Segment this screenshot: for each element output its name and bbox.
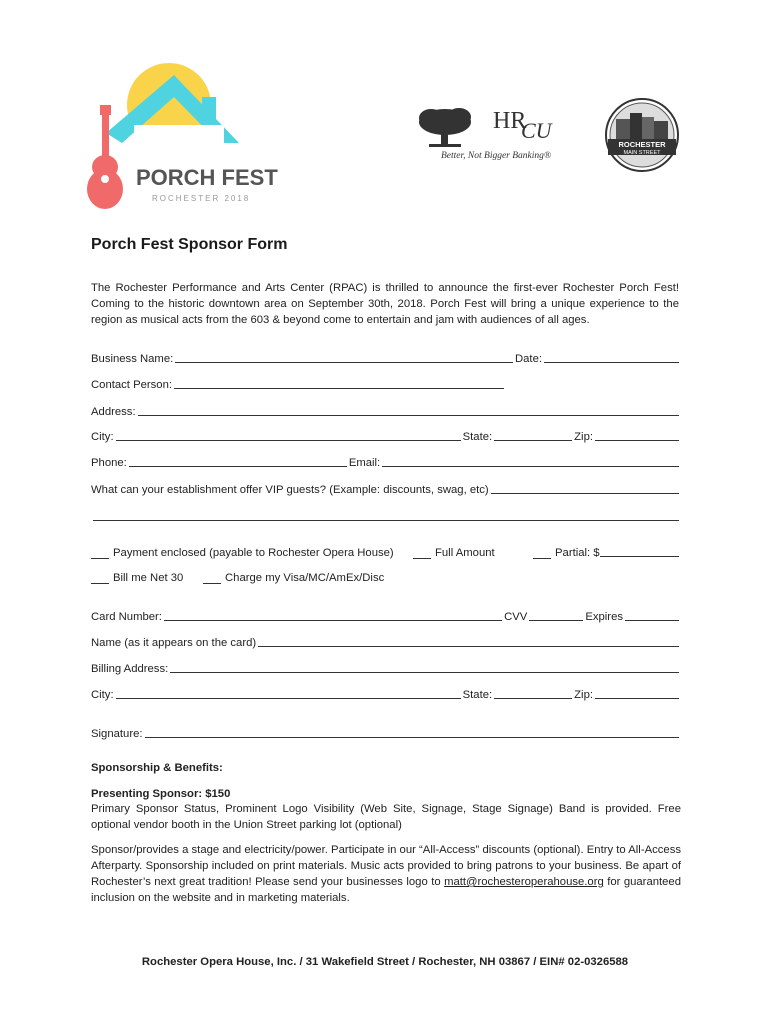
hrcu-letters-a: HR xyxy=(493,108,527,134)
full-amount-checkbox[interactable] xyxy=(413,548,431,559)
address-label: Address: xyxy=(91,406,136,418)
billing-address-label: Billing Address: xyxy=(91,663,169,675)
vip-question-label: What can your establishment offer VIP guests? (Example: discounts, swag, etc) xyxy=(91,484,489,496)
payment-enclosed-option[interactable] xyxy=(91,547,413,559)
intro-paragraph: The Rochester Performance and Arts Center (RPAC) is thrilled to announce the first-ever Rochester Porch Fest! Coming to the historic downtown area on September 30th, 2018. Porch Fest will bring a unique experience to the region as musical acts from the 603 & beyond come to entertain and jam with audiences of all ages. xyxy=(91,282,679,326)
presenting-sponsor-text: Primary Sponsor Status, Prominent Logo Visibility (Web Site, Signage, Stage Signage) Band is provided. Free optional vendor booth in the Union Street parking lot (optional) xyxy=(91,803,681,831)
full-amount-option[interactable] xyxy=(413,547,533,559)
row-billing-address xyxy=(91,662,681,675)
billing-state-label: State: xyxy=(462,689,493,701)
charge-card-checkbox[interactable] xyxy=(203,573,221,584)
email-label: Email: xyxy=(348,457,381,469)
row-billing-city xyxy=(91,688,681,701)
full-amount-label: Full Amount xyxy=(435,547,495,559)
card-number-field[interactable] xyxy=(164,610,502,621)
vip-answer-field[interactable] xyxy=(491,483,679,494)
svg-text:PORCH FEST xyxy=(136,165,278,190)
row-name-on-card xyxy=(91,636,681,649)
billing-city-field[interactable] xyxy=(116,688,461,699)
rms-line1: ROCHESTER xyxy=(618,140,666,149)
presenting-sponsor-title: Presenting Sponsor: $150 xyxy=(91,788,231,800)
state-field[interactable] xyxy=(494,430,572,441)
zip-field[interactable] xyxy=(595,430,679,441)
bill-net30-label: Bill me Net 30 xyxy=(113,572,184,584)
row-business xyxy=(91,352,681,365)
svg-text:CU xyxy=(521,118,554,143)
porch-fest-logo xyxy=(84,55,284,215)
state-label: State: xyxy=(462,431,493,443)
billing-city-label: City: xyxy=(91,689,114,701)
name-on-card-field[interactable] xyxy=(258,636,679,647)
charge-card-option[interactable] xyxy=(203,572,384,584)
sponsor-text-end: for guaranteed inclusion on the website and in marketing materials. xyxy=(91,876,681,904)
row-signature xyxy=(91,727,681,740)
partial-option[interactable] xyxy=(533,546,681,559)
phone-label: Phone: xyxy=(91,457,127,469)
hrcu-letters-b: CU xyxy=(521,118,552,143)
row-payment-1 xyxy=(91,546,681,559)
date-label: Date: xyxy=(514,353,542,365)
billing-address-field[interactable] xyxy=(170,662,679,673)
sponsorship-heading: Sponsorship & Benefits: xyxy=(91,762,223,774)
billing-zip-field[interactable] xyxy=(595,688,679,699)
row-city xyxy=(91,430,681,443)
name-on-card-label: Name (as it appears on the card) xyxy=(91,637,257,649)
contact-person-label: Contact Person: xyxy=(91,379,173,391)
porch-fest-name: PORCH FEST xyxy=(136,165,278,190)
expires-label: Expires xyxy=(585,611,623,623)
contact-person-field[interactable] xyxy=(174,378,504,389)
vip-answer-field-2[interactable] xyxy=(93,510,679,521)
form-title: Porch Fest Sponsor Form xyxy=(91,236,288,253)
row-vip-extra xyxy=(91,510,681,523)
partial-amount-field[interactable] xyxy=(600,546,679,557)
sponsor-paragraph xyxy=(91,842,681,906)
email-field[interactable] xyxy=(382,456,679,467)
row-vip xyxy=(91,483,681,496)
cvv-field[interactable] xyxy=(529,610,583,621)
zip-label: Zip: xyxy=(574,431,593,443)
rms-line2: MAIN STREET xyxy=(623,150,661,156)
date-field[interactable] xyxy=(544,352,679,363)
business-name-field[interactable] xyxy=(175,352,513,363)
payment-enclosed-checkbox[interactable] xyxy=(91,548,109,559)
city-field[interactable] xyxy=(116,430,461,441)
signature-field[interactable] xyxy=(145,727,680,738)
address-field[interactable] xyxy=(138,405,679,416)
bill-net30-option[interactable] xyxy=(91,572,203,584)
billing-state-field[interactable] xyxy=(494,688,572,699)
row-address xyxy=(91,405,681,418)
billing-zip-label: Zip: xyxy=(574,689,593,701)
bill-net30-checkbox[interactable] xyxy=(91,573,109,584)
svg-text:Better, Not Bigger Banking® xyxy=(441,150,551,161)
business-name-label: Business Name: xyxy=(91,353,174,365)
sponsor-text: Sponsor/provides a stage and electricity/power. Participate in our “All-Access” discounts (optional). Entry to All-Access Afterparty. Sponsorship included on print materials. Music acts provided to bring patrons to your business. Be apart of Rochester’s next great tradition! Please send your businesses logo to xyxy=(91,844,681,888)
row-payment-2 xyxy=(91,572,681,584)
hrcu-logo xyxy=(415,98,575,168)
sponsor-email-link[interactable]: matt@rochesteroperahouse.org xyxy=(444,876,604,888)
payment-enclosed-label: Payment enclosed (payable to Rochester Opera House) xyxy=(113,547,394,559)
expires-field[interactable] xyxy=(625,610,679,621)
svg-text:ROCHESTER 2018 xyxy=(152,194,250,203)
partial-checkbox[interactable] xyxy=(533,548,551,559)
cvv-label: CVV xyxy=(504,611,528,623)
svg-text:ROCHESTER xyxy=(618,140,666,149)
rochester-main-street-logo xyxy=(598,97,686,173)
footer: Rochester Opera House, Inc. / 31 Wakefield Street / Rochester, NH 03867 / EIN# 02-0326588 xyxy=(141,956,629,968)
partial-label: Partial: $ xyxy=(555,547,600,559)
city-label: City: xyxy=(91,431,114,443)
row-contact xyxy=(91,378,681,391)
row-card-number xyxy=(91,610,681,623)
svg-text:MAIN STREET xyxy=(624,150,662,156)
signature-label: Signature: xyxy=(91,728,143,740)
charge-card-label: Charge my Visa/MC/AmEx/Disc xyxy=(225,572,385,584)
row-phone xyxy=(91,456,681,469)
card-number-label: Card Number: xyxy=(91,611,162,623)
porch-fest-sub: ROCHESTER 2018 xyxy=(152,194,251,203)
phone-field[interactable] xyxy=(129,456,347,467)
hrcu-tagline: Better, Not Bigger Banking® xyxy=(441,151,552,161)
